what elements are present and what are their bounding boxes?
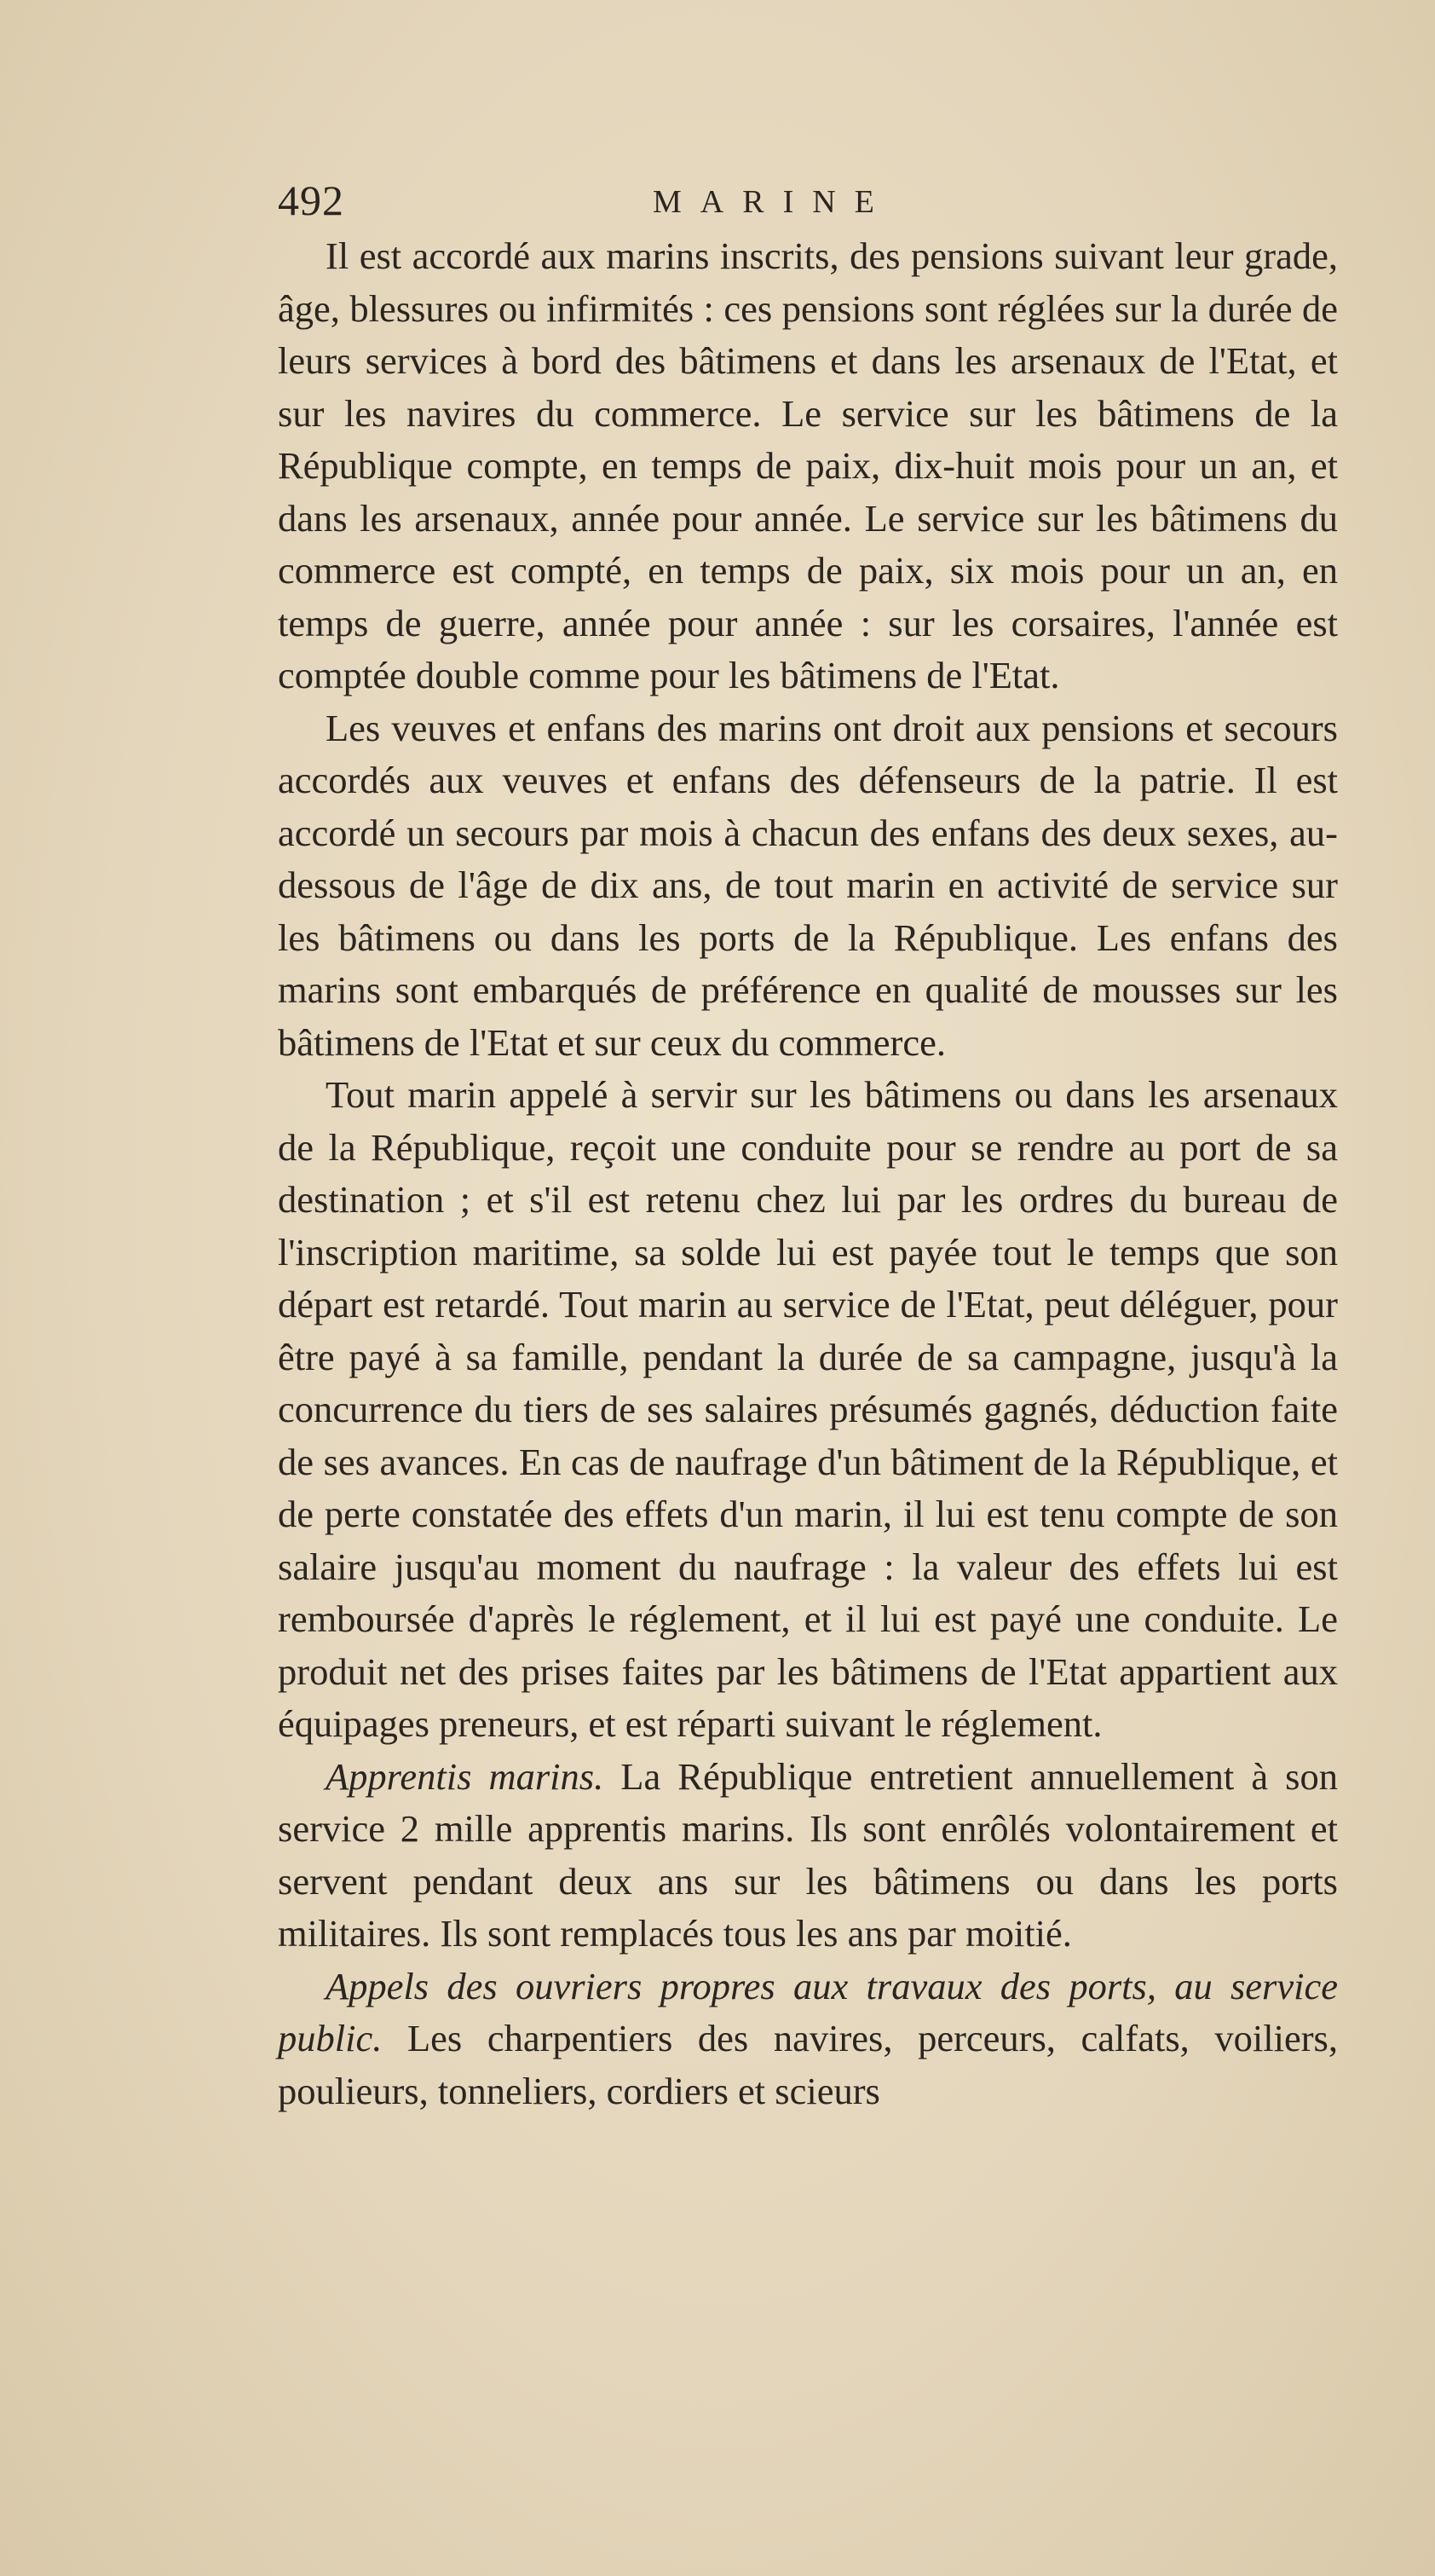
paragraph-workers-calls — [278, 1961, 1338, 2118]
paragraph-service-pay — [278, 1069, 1338, 1751]
paragraph-widows-children — [278, 702, 1338, 1070]
paragraph-text: Il est accordé aux marins inscrits, des pensions suivant leur grade, âge, blessures ou infirmités : ces pensions sont réglées sur la durée de leurs services à bord des bâtimens et dans les arsenaux de l'Etat, et sur les navires du commerce. Le service sur les bâtimens de la République compte, en temps de paix, dix-huit mois pour un an, et dans les arsenaux, année pour année. Le service sur les bâtimens du commerce est compté, en temps de paix, six mois pour un an, en temps de guerre, année pour année : sur les corsaires, l'année est comptée double comme pour les bâtimens de l'Etat. — [278, 234, 1338, 696]
body-text — [278, 230, 1338, 2117]
running-head: MARINE — [653, 184, 893, 220]
section-heading: Appels des ouvriers propres aux travaux des ports, au service public. — [278, 1964, 1338, 2059]
paragraph-text: Tout marin appelé à servir sur les bâtimens ou dans les arsenaux de la République, reçoit une conduite pour se rendre au port de sa destination ; et s'il est retenu chez lui par les ordres du bureau de l'inscription maritime, sa solde lui est payée tout le temps que son départ est retardé. Tout marin au service de l'Etat, peut déléguer, pour être payé à sa famille, pendant la durée de sa campagne, jusqu'à la concurrence du tiers de ses salaires présumés gagnés, déduction faite de ses avances. En cas de naufrage d'un bâtiment de la République, et de perte constatée des effets d'un marin, il lui est tenu compte de son salaire jusqu'au moment du naufrage : la valeur des effets lui est remboursée d'après le réglement, et il lui est payé une conduite. Le produit net des prises faites par les bâtimens de l'Etat appartient aux équipages preneurs, et est réparti suivant le réglement. — [278, 1073, 1338, 1745]
page-header — [278, 175, 1028, 226]
paragraph-apprentices — [278, 1751, 1338, 1961]
section-heading: Apprentis marins. — [326, 1754, 604, 1798]
paragraph-text: Les veuves et enfans des marins ont droit aux pensions et secours accordés aux veuves et enfans des défenseurs de la patrie. Il est accordé un secours par mois à chacun des enfans des deux sexes, au-dessous de l'âge de dix ans, de tout marin en activité de service sur les bâtimens ou dans les ports de la République. Les enfans des marins sont embarqués de préférence en qualité de mousses sur les bâtimens de l'Etat et sur ceux du commerce. — [278, 706, 1338, 1064]
page-number: 492 — [278, 176, 344, 224]
paragraph-text: La République entretient annuellement à son service 2 mille apprentis marins. Ils sont enrôlés volontairement et servent pendant deux ans sur les bâtimens ou dans les ports militaires. Ils sont remplacés tous les ans par moitié. — [278, 1754, 1338, 1955]
paragraph-pensions — [278, 230, 1338, 702]
paragraph-text: Les charpentiers des navires, perceurs, calfats, voiliers, poulieurs, tonneliers, cordiers et scieurs — [278, 2017, 1338, 2112]
